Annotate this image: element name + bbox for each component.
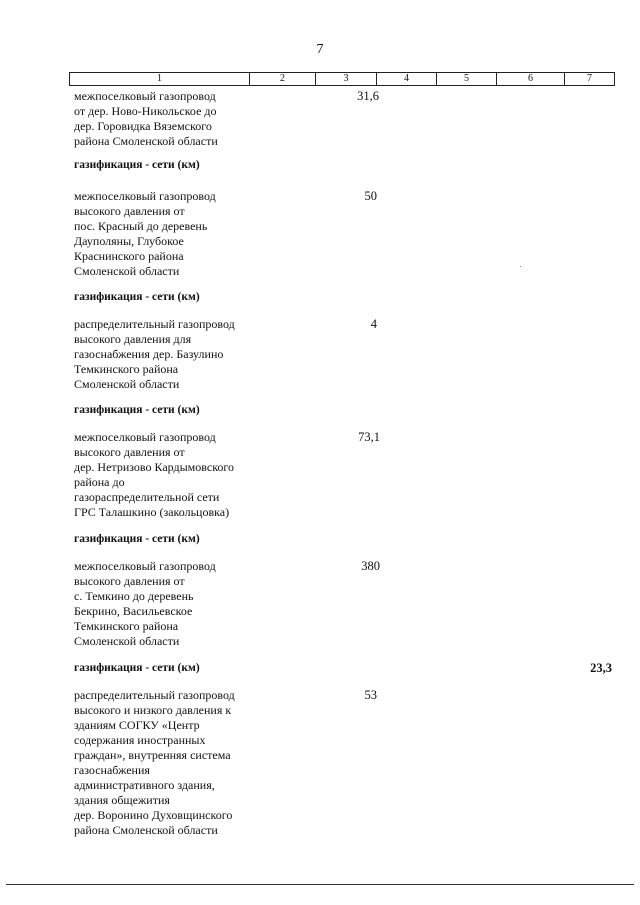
entry-description bbox=[74, 559, 274, 649]
entry-description bbox=[74, 317, 274, 392]
column-3-label: 3 bbox=[316, 73, 377, 85]
entry-value: 380 bbox=[361, 559, 380, 573]
entry-line: высокого давления от bbox=[74, 445, 185, 459]
entry-line: района Смоленской области bbox=[74, 823, 218, 837]
entry-line: высокого давления от bbox=[74, 204, 185, 218]
entry-line: пос. Красный до деревень bbox=[74, 219, 208, 233]
entry-line: содержания иностранных bbox=[74, 733, 206, 747]
column-4-label: 4 bbox=[377, 73, 437, 85]
column-7-label: 7 bbox=[587, 73, 592, 84]
entry-line: газораспределительной сети bbox=[74, 490, 220, 504]
entry-line: дер. Воронино Духовщинского bbox=[74, 808, 233, 822]
column-6-label: 6 bbox=[497, 73, 565, 85]
entry-line: Краснинского района bbox=[74, 249, 184, 263]
entry-line: дер. Горовидка Вяземского bbox=[74, 119, 212, 133]
entry-line: района до bbox=[74, 475, 125, 489]
entry-description bbox=[74, 430, 274, 520]
section-heading: газификация - сети (км) bbox=[74, 404, 200, 416]
entry-line: межпоселковый газопровод bbox=[74, 430, 216, 444]
entry-description bbox=[74, 189, 274, 279]
entry-line: граждан», внутренняя система bbox=[74, 748, 231, 762]
entry-description bbox=[74, 89, 274, 149]
entry-line: района Смоленской области bbox=[74, 134, 218, 148]
entry-value: 73,1 bbox=[358, 430, 380, 444]
entry-line: высокого давления от bbox=[74, 574, 185, 588]
entry-line: межпоселковый газопровод bbox=[74, 189, 216, 203]
entry-line: высокого и низкого давления к bbox=[74, 703, 232, 717]
section-heading: газификация - сети (км) bbox=[74, 662, 200, 674]
entry-line: межпоселковый газопровод bbox=[74, 89, 216, 103]
entry-line: Смоленской области bbox=[74, 377, 180, 391]
entry-line: Бекрино, Васильевское bbox=[74, 604, 193, 618]
entry-value: 53 bbox=[364, 688, 377, 702]
entry-line: Смоленской области bbox=[74, 264, 180, 278]
entry-line: зданиям СОГКУ «Центр bbox=[74, 718, 200, 732]
entry-line: высокого давления для bbox=[74, 332, 192, 346]
entry-line: Дауполяны, Глубокое bbox=[74, 234, 184, 248]
entry-line: административного здания, bbox=[74, 778, 215, 792]
entry-value: 4 bbox=[370, 317, 377, 331]
entry-line: Темкинского района bbox=[74, 362, 179, 376]
entry-line: здания общежития bbox=[74, 793, 170, 807]
section-heading: газификация - сети (км) bbox=[74, 533, 200, 545]
column-2-label: 2 bbox=[250, 73, 316, 85]
entry-line: Смоленской области bbox=[74, 634, 180, 648]
entry-line: Темкинского района bbox=[74, 619, 179, 633]
entry-line: от дер. Ново-Никольское до bbox=[74, 104, 217, 118]
section-heading: газификация - сети (км) bbox=[74, 291, 200, 303]
section-total-value: 23,3 bbox=[590, 661, 612, 675]
entry-line: межпоселковый газопровод bbox=[74, 559, 216, 573]
section-heading: газификация - сети (км) bbox=[74, 159, 200, 171]
entry-value: 31,6 bbox=[357, 89, 379, 103]
entry-value: 50 bbox=[364, 189, 377, 203]
page-number: 7 bbox=[316, 42, 324, 57]
entry-line: дер. Нетризово Кардымовского bbox=[74, 460, 235, 474]
page-bottom-rule bbox=[6, 884, 634, 885]
column-number-header bbox=[69, 72, 615, 86]
column-5-label: 5 bbox=[437, 73, 497, 85]
entry-line: с. Темкино до деревень bbox=[74, 589, 194, 603]
entry-description bbox=[74, 688, 274, 838]
entry-line: распределительный газопровод bbox=[74, 688, 235, 702]
entry-line: газоснабжения дер. Базулино bbox=[74, 347, 224, 361]
scan-speck bbox=[520, 266, 521, 267]
entry-line: распределительный газопровод bbox=[74, 317, 235, 331]
entry-line: ГРС Талашкино (закольцовка) bbox=[74, 505, 230, 519]
column-1-label: 1 bbox=[70, 73, 250, 85]
entry-line: газоснабжения bbox=[74, 763, 150, 777]
